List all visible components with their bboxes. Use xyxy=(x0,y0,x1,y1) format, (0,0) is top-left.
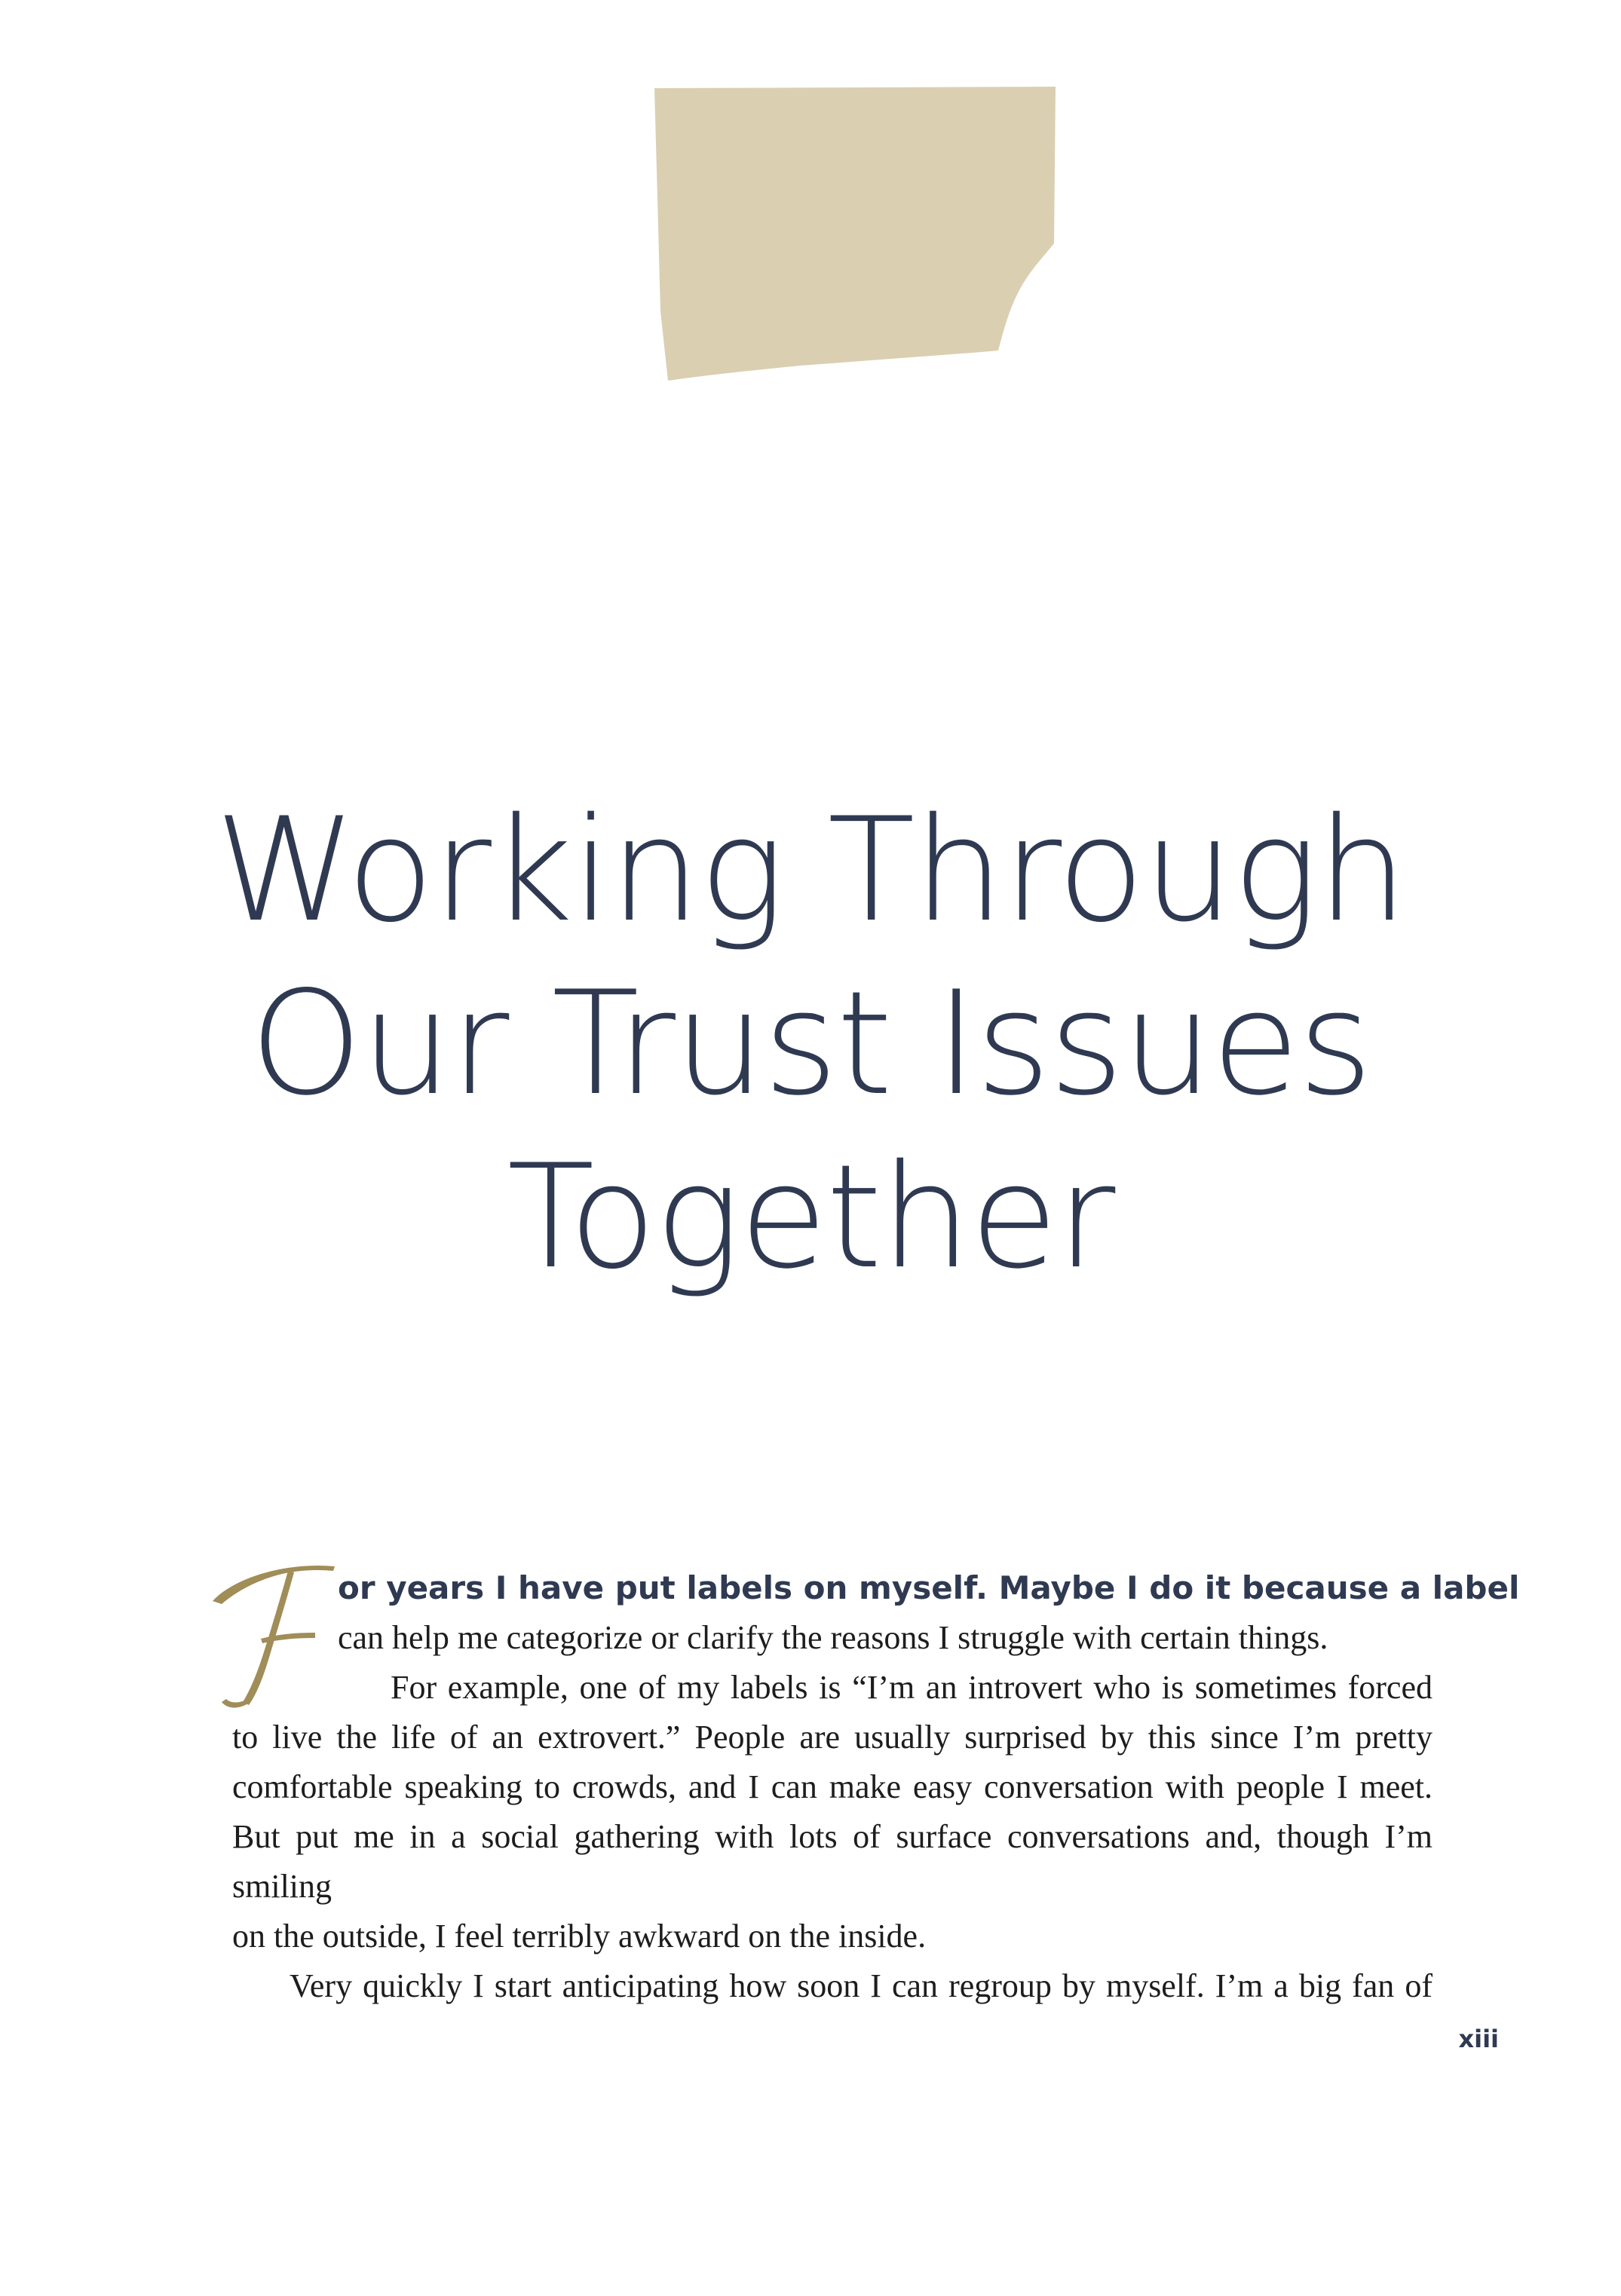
chapter-title-line-3: Together xyxy=(507,1134,1114,1300)
paragraph-2-line-2: to live the life of an extrovert.” People are usually surprised by this since I’m pretty xyxy=(232,1719,1433,1756)
opening-line: or years I have put labels on myself. Maybe I do it because a label xyxy=(338,1569,1520,1606)
chapter-title-line-2: Our Trust Issues xyxy=(250,960,1371,1127)
paragraph-2-line-1: For example, one of my labels is “I’m an introvert who is sometimes forced xyxy=(391,1669,1433,1706)
paragraph-3-line-1: Very quickly I start anticipating how soon I can regroup by myself. I’m a big fan of xyxy=(290,1967,1433,2004)
chapter-title xyxy=(151,784,1470,1304)
paragraph-2-line-4: But put me in a social gathering with lots of surface conversations and, though I’m smiling xyxy=(232,1818,1433,1905)
paragraph-2 xyxy=(232,1663,1433,1961)
paragraph-1-continuation: can help me categorize or clarify the reasons I struggle with certain things. xyxy=(338,1619,1328,1656)
page-number: xiii xyxy=(1458,2025,1499,2053)
torn-paper-graphic xyxy=(650,85,1057,387)
paragraph-3 xyxy=(232,1961,1433,2011)
body-text xyxy=(232,1563,1520,2011)
paragraph-2-line-3: comfortable speaking to crowds, and I can make easy conversation with people I meet. xyxy=(232,1768,1433,1805)
chapter-title-line-1: Working Through xyxy=(214,787,1407,954)
paragraph-2-line-5: on the outside, I feel terribly awkward on the inside. xyxy=(232,1918,927,1955)
